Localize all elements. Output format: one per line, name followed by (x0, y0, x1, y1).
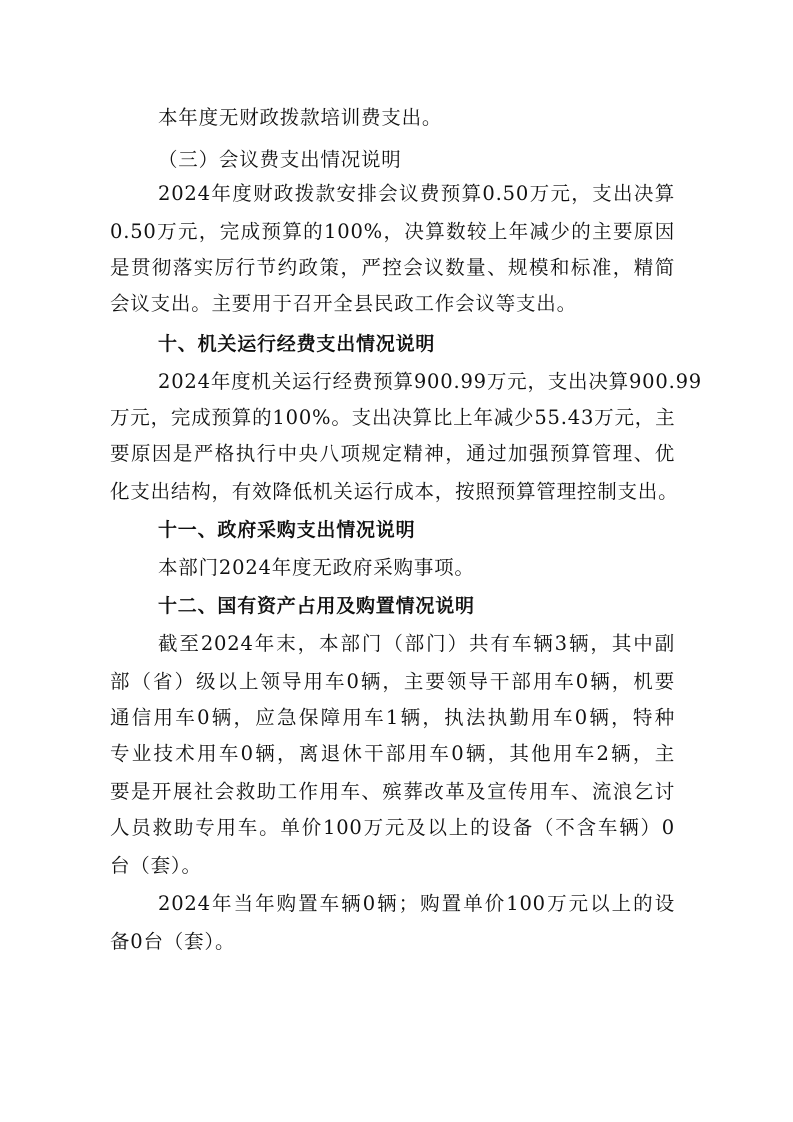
paragraph-line: 台（套）。 (110, 854, 202, 877)
section-heading-operating-expenses: 十、机关运行经费支出情况说明 (158, 333, 436, 355)
paragraph-line: 会议支出。主要用于召开全县民政工作会议等支出。 (110, 292, 577, 315)
paragraph-line: 备0台（套）。 (110, 930, 236, 953)
paragraph-line: 要是开展社会救助工作用车、殡葬改革及宣传用车、流浪乞讨 (110, 780, 675, 803)
paragraph-line: 2024年度财政拨款安排会议费预算0.50万元，支出决算 (158, 182, 675, 205)
paragraph-line: 0.50万元，完成预算的100%，决算数较上年减少的主要原因 (110, 220, 675, 243)
section-heading-state-assets: 十二、国有资产占用及购置情况说明 (158, 595, 475, 617)
paragraph-line: 通信用车0辆，应急保障用车1辆，执法执勤用车0辆，特种 (110, 706, 675, 729)
paragraph-line: 万元，完成预算的100%。支出决算比上年减少55.43万元，主 (110, 406, 676, 429)
paragraph-line: 本年度无财政拨款培训费支出。 (158, 106, 443, 129)
paragraph-line: 人员救助专用车。单价100万元及以上的设备（不含车辆）0 (110, 816, 675, 839)
paragraph-line: 部（省）级以上领导用车0辆，主要领导干部用车0辆，机要 (110, 670, 675, 693)
paragraph-line: 专业技术用车0辆，离退休干部用车0辆，其他用车2辆，主 (110, 742, 675, 765)
paragraph-line: 本部门2024年度无政府采购事项。 (158, 556, 475, 579)
paragraph-line: 是贯彻落实厉行节约政策，严控会议数量、规模和标准，精简 (110, 256, 675, 279)
paragraph-line: 2024年当年购置车辆0辆；购置单价100万元以上的设 (158, 892, 675, 915)
paragraph-line: 要原因是严格执行中央八项规定精神，通过加强预算管理、优 (110, 442, 675, 465)
paragraph-line: 2024年度机关运行经费预算900.99万元，支出决算900.99 (158, 370, 702, 393)
paragraph-line: 化支出结构，有效降低机关运行成本，按照预算管理控制支出。 (110, 480, 679, 503)
section-heading-meeting-fees: （三）会议费支出情况说明 (158, 148, 402, 171)
paragraph-line: 截至2024年末，本部门（部门）共有车辆3辆，其中副 (158, 632, 675, 655)
section-heading-government-procurement: 十一、政府采购支出情况说明 (158, 519, 416, 541)
